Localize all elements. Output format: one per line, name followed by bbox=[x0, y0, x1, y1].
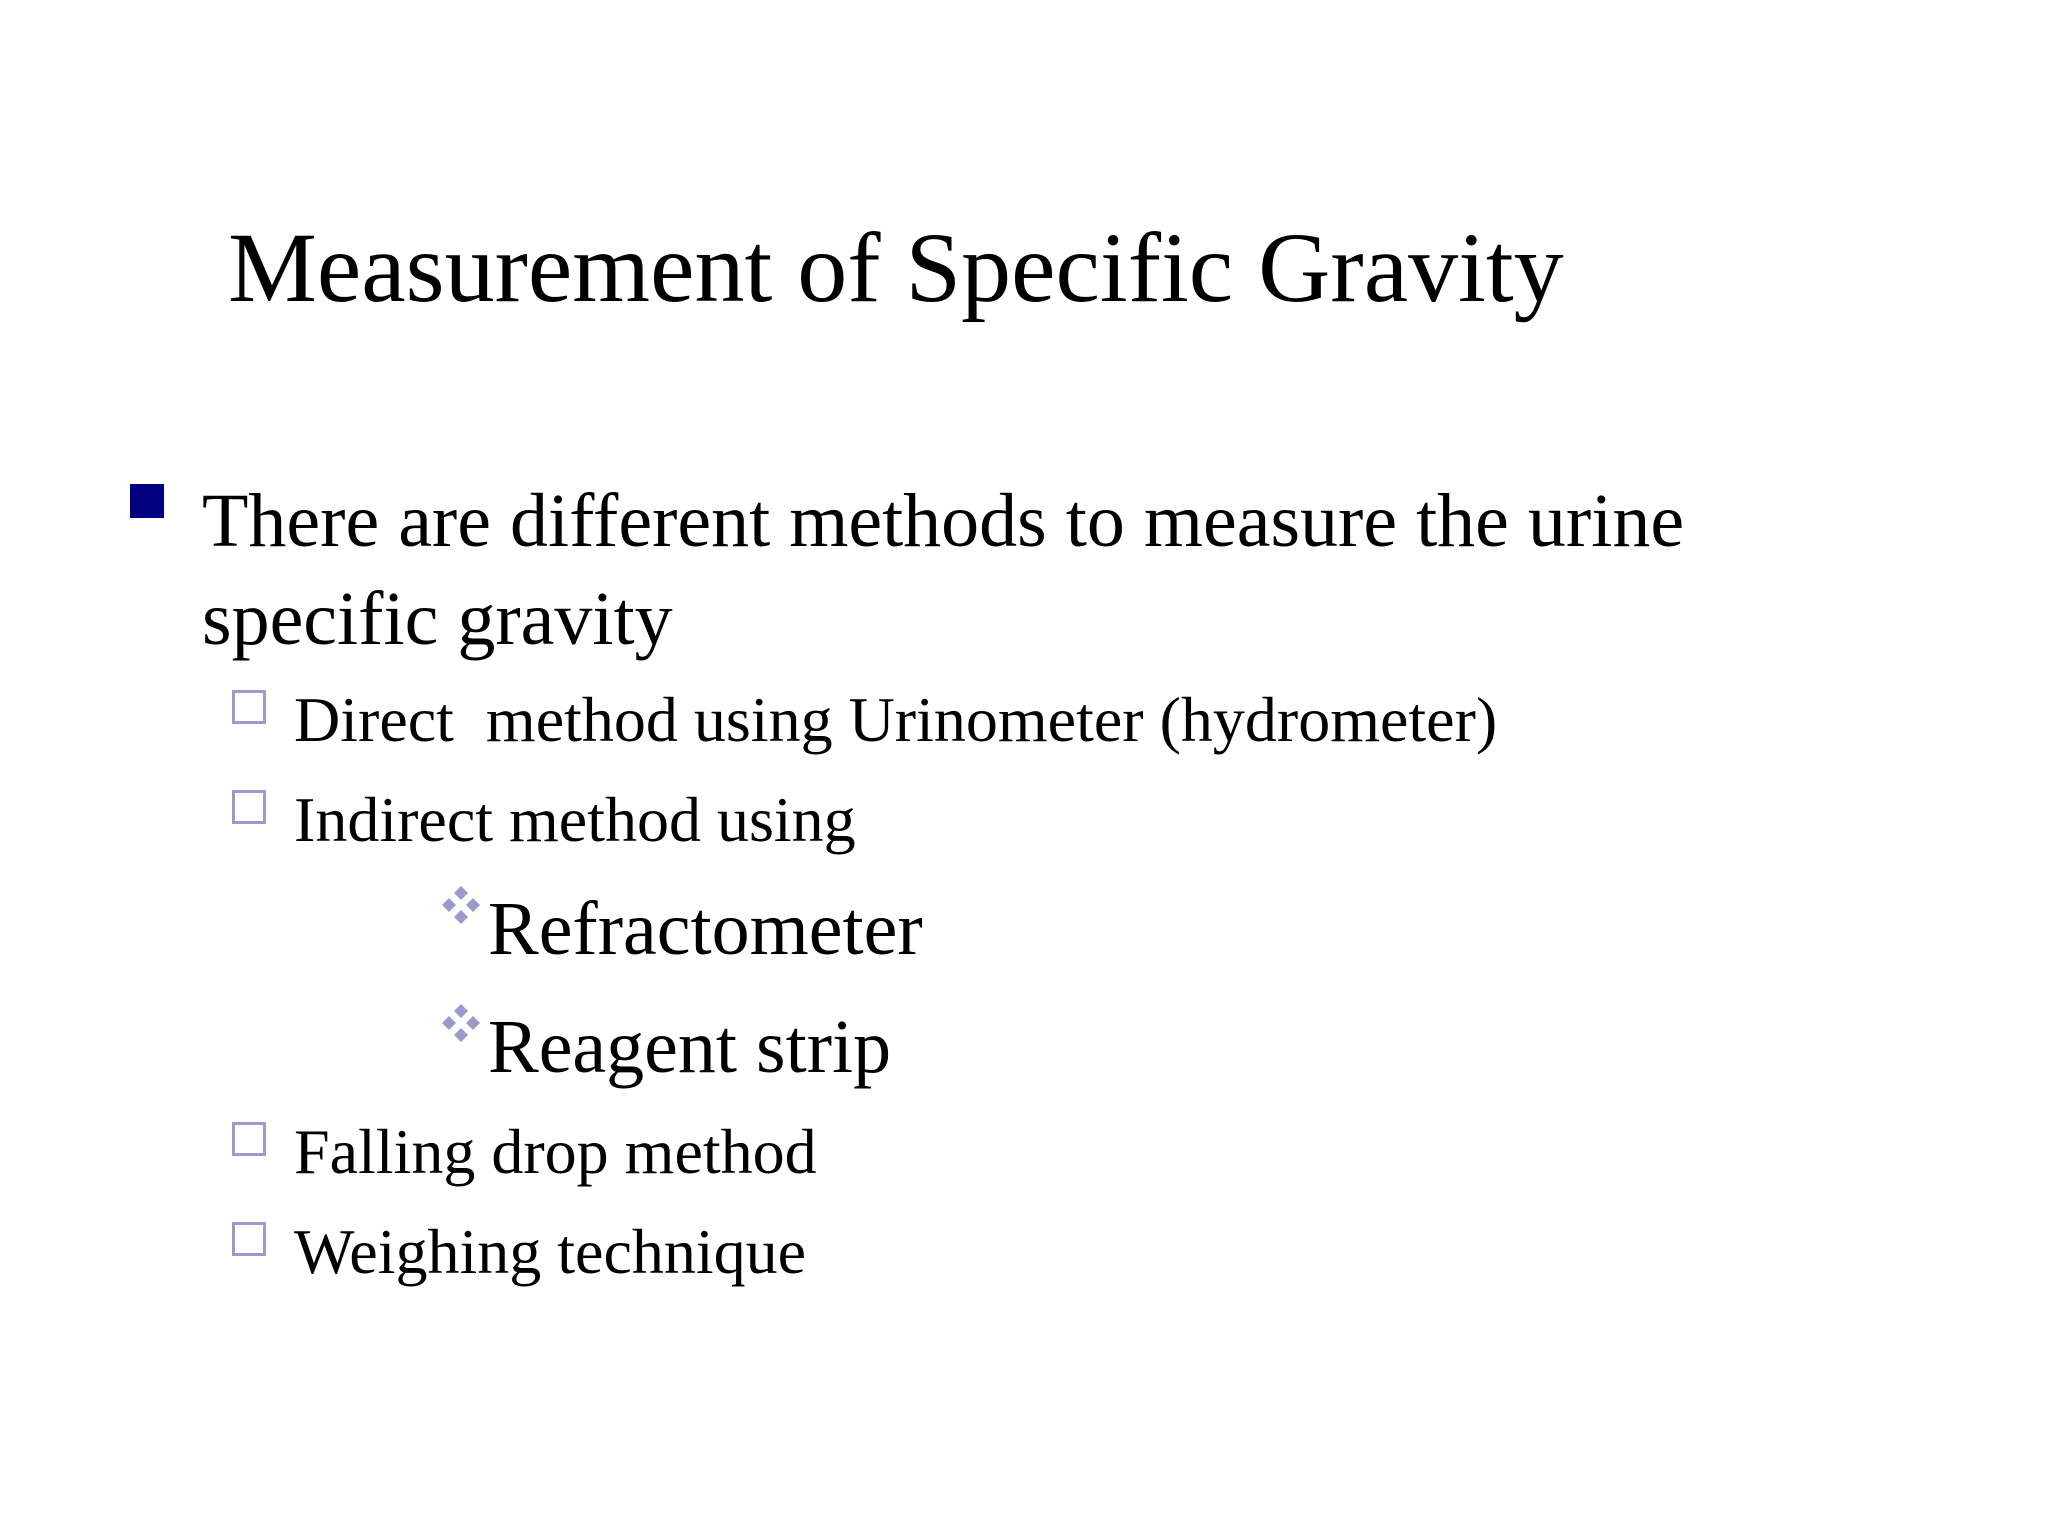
diamond-cluster-bullet-icon bbox=[440, 884, 482, 926]
sub-item-indirect-method bbox=[232, 782, 1732, 862]
indirect-method-refractometer bbox=[440, 884, 1440, 980]
hollow-square-bullet-icon bbox=[232, 790, 266, 824]
sub-item-text: Indirect method using bbox=[294, 784, 856, 855]
indirect-method-text: Refractometer bbox=[488, 887, 923, 971]
sub-item-weighing bbox=[232, 1214, 1732, 1294]
hollow-square-bullet-icon bbox=[232, 1122, 266, 1156]
sub-item-text: Weighing technique bbox=[294, 1216, 807, 1287]
sub-item-text: Direct method using Urinometer (hydrometer) bbox=[294, 684, 1498, 755]
square-bullet-icon bbox=[130, 484, 164, 518]
diamond-cluster-bullet-icon bbox=[440, 1002, 482, 1044]
indirect-method-reagent-strip bbox=[440, 1002, 1440, 1098]
sub-item-falling-drop bbox=[232, 1114, 1732, 1194]
hollow-square-bullet-icon bbox=[232, 690, 266, 724]
indirect-method-text: Reagent strip bbox=[488, 1005, 892, 1089]
sub-item-direct-method bbox=[232, 682, 1732, 762]
main-bullet-text: There are different methods to measure the urine specific gravity bbox=[202, 479, 1685, 661]
hollow-square-bullet-icon bbox=[232, 1222, 266, 1256]
sub-item-text: Falling drop method bbox=[294, 1116, 817, 1187]
slide-title: Measurement of Specific Gravity bbox=[228, 212, 1564, 323]
